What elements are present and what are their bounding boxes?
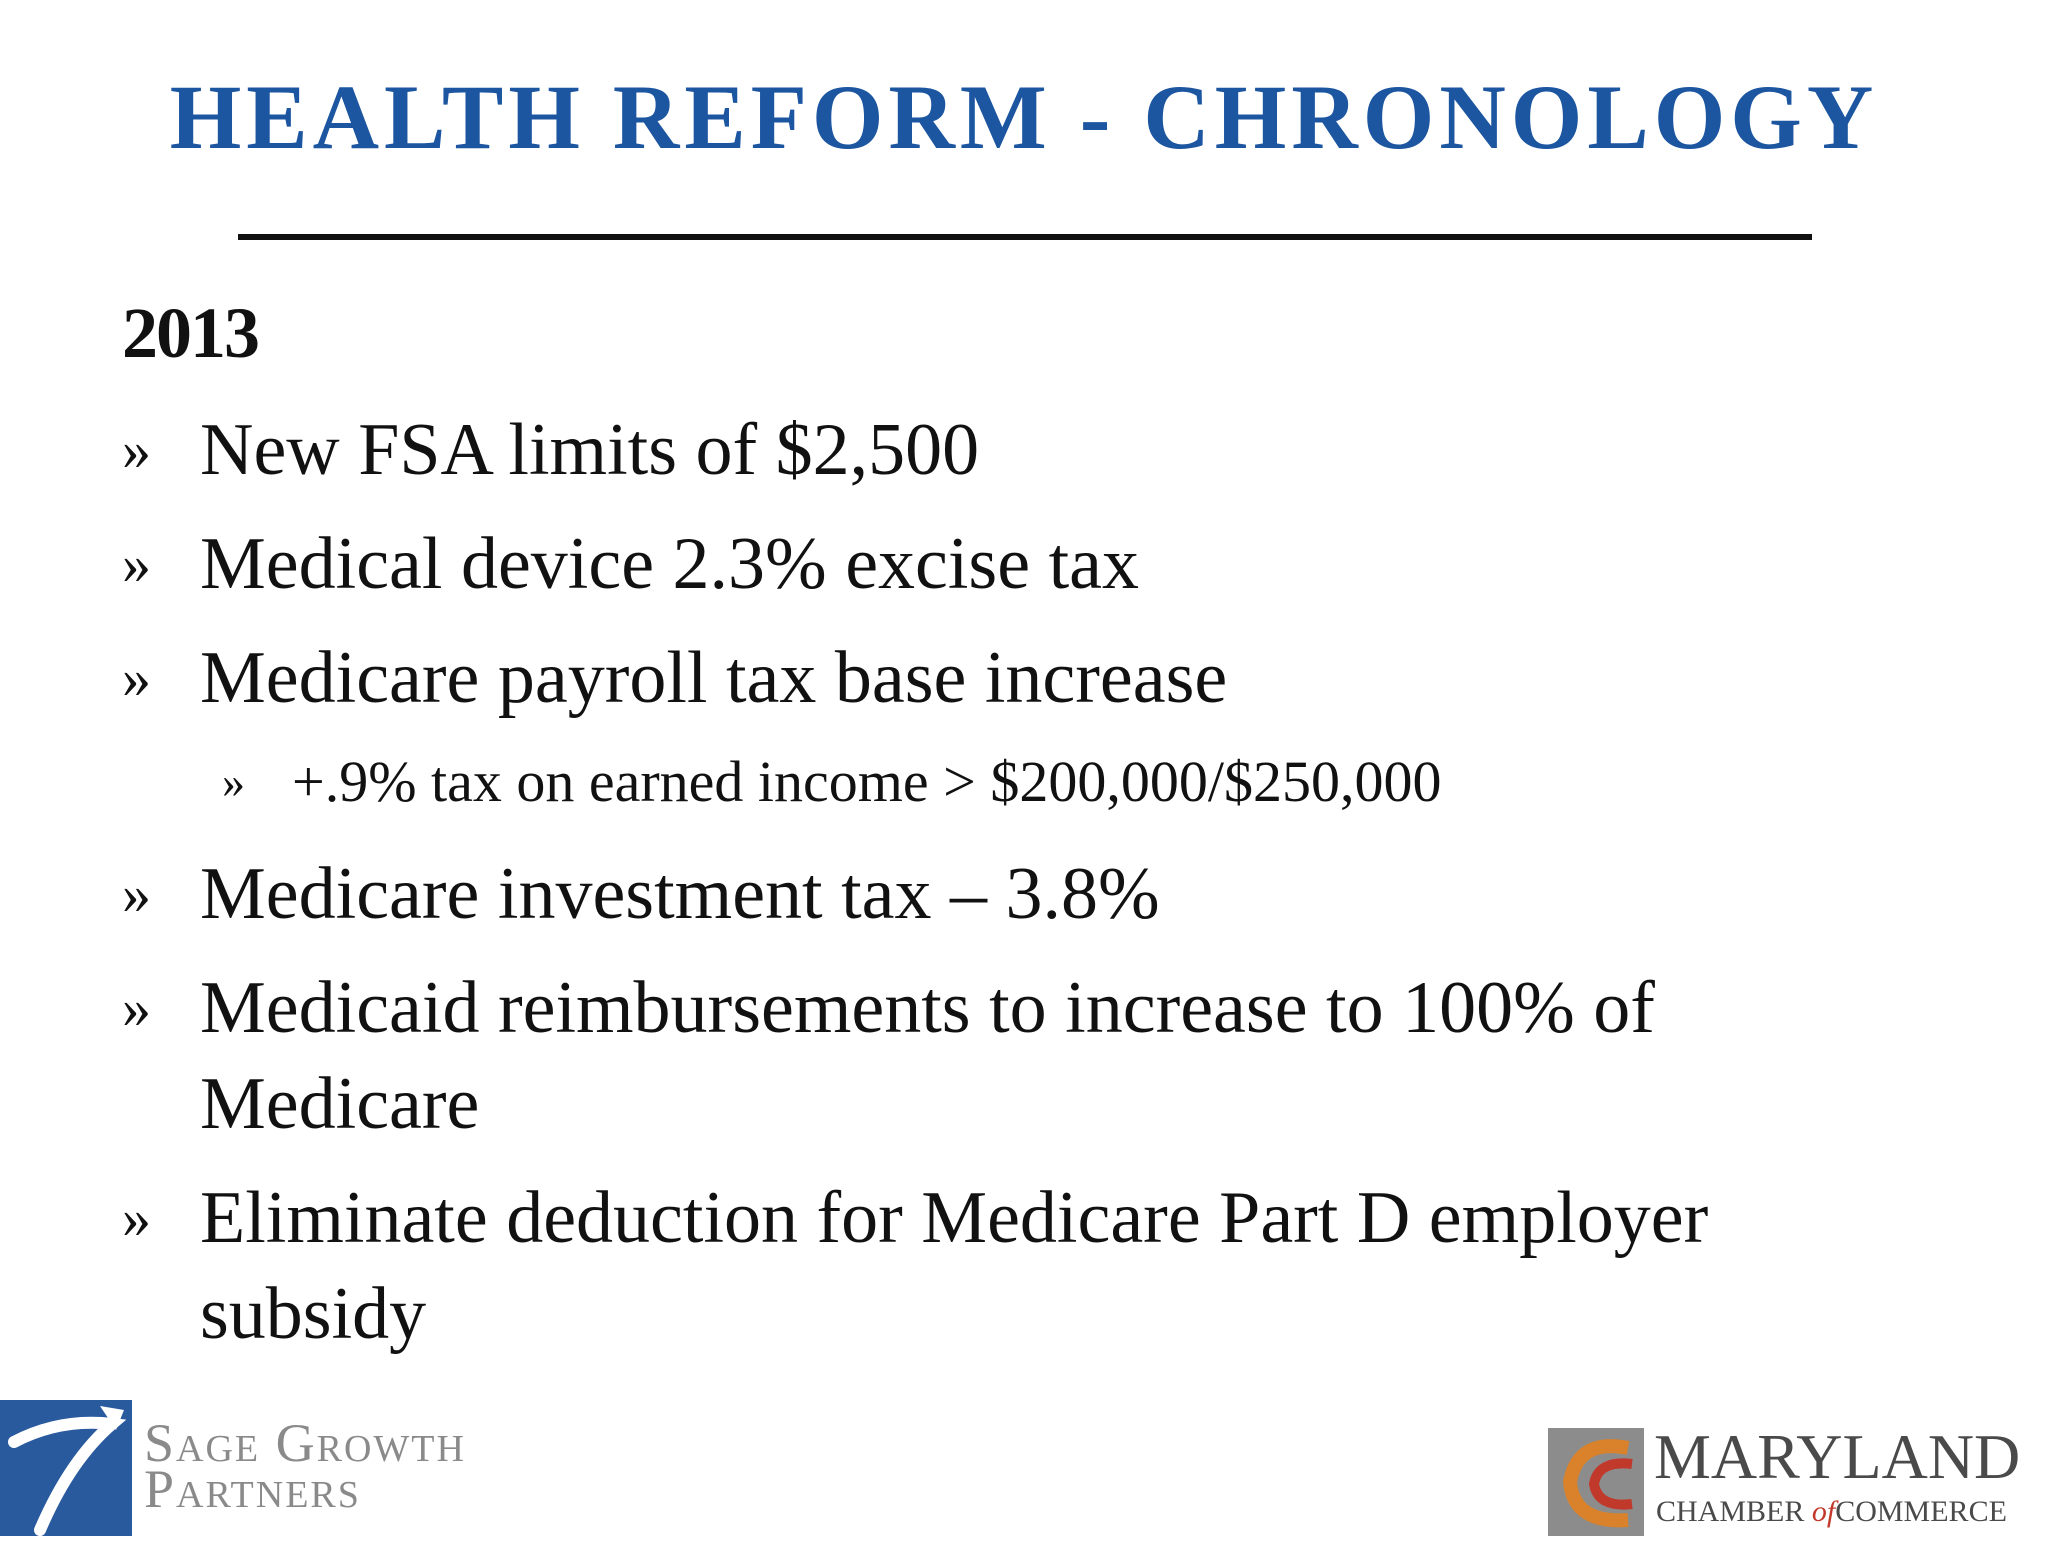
logo-sub-part: CHAMBER — [1656, 1495, 1812, 1528]
bullet-marker: » — [222, 756, 245, 807]
bullet-text: Medicare payroll tax base increase — [200, 637, 1228, 719]
bullet-text-continuation: subsidy — [200, 1273, 427, 1355]
bullet-marker: » — [122, 417, 151, 482]
sage-growth-logo-text — [144, 1413, 466, 1519]
bullet-marker: » — [122, 975, 151, 1040]
sage-growth-partners-logo — [0, 1400, 560, 1536]
slide-title: HEALTH REFORM - CHRONOLOGY — [169, 66, 1879, 168]
maryland-chamber-logo-name: MARYLAND — [1654, 1421, 2021, 1492]
bullet-text: Medicaid reimbursements to increase to 100% of — [200, 967, 1655, 1049]
maryland-chamber-logo — [1548, 1421, 2048, 1536]
bullet-text: Medicare investment tax – 3.8% — [200, 853, 1160, 935]
bullet-marker: » — [122, 645, 151, 710]
logo-line-2: Partners — [144, 1459, 361, 1519]
logo-sub-of: of — [1811, 1495, 1836, 1528]
year-heading: 2013 — [122, 293, 258, 373]
logo-sub-part: COMMERCE — [1835, 1495, 2007, 1528]
bullet-text: New FSA limits of $2,500 — [200, 409, 980, 491]
bullet-marker: » — [122, 1185, 151, 1250]
bullet-marker: » — [122, 861, 151, 926]
maryland-chamber-logo-mark-icon — [1548, 1428, 1644, 1536]
bullet-text: +.9% tax on earned income > $200,000/$250,000 — [292, 749, 1442, 814]
title-divider — [238, 234, 1812, 240]
sage-growth-logo-mark-icon — [0, 1400, 132, 1536]
bullet-text: Eliminate deduction for Medicare Part D employer — [200, 1177, 1709, 1259]
maryland-chamber-logo-subtitle — [1656, 1494, 2007, 1530]
bullet-text-continuation: Medicare — [200, 1063, 480, 1145]
bullet-text: Medical device 2.3% excise tax — [200, 523, 1139, 605]
bullet-marker: » — [122, 531, 151, 596]
logo-line-1: Sage Growth — [144, 1413, 466, 1473]
